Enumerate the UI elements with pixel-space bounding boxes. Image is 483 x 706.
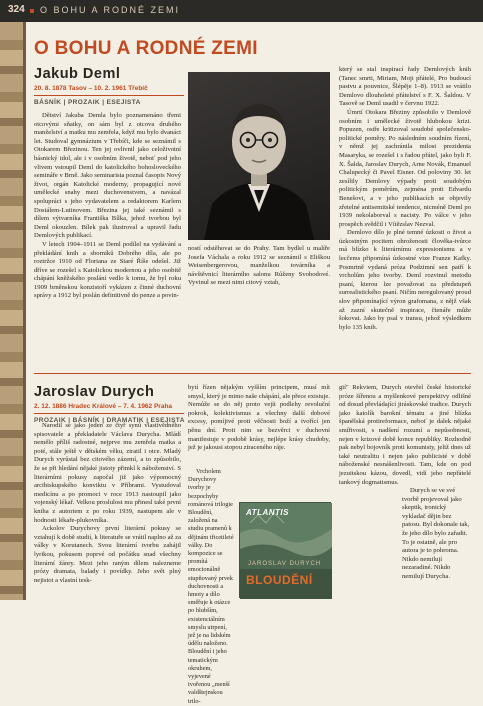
durych-heading bbox=[34, 384, 185, 424]
durych-name: Jaroslav Durych bbox=[34, 384, 155, 400]
section-divider bbox=[34, 373, 471, 374]
deml-heading bbox=[34, 66, 184, 106]
paragraph: Vrcholem Durychovy tvorby je bezpochyby románová trilogie Bloudění, založená na studiu pramenů k dějinám třicetileté války. Do kompozice se promítá emocionálně stupňovaný prvek duchovnosti a hmoty a dílo směřuje k otázce po hlubším, existenciálním smyslu utrpení, jež je na lidském údělu naloženo. Bloudění i jeho tematickým okruhem, vyjevené tvořenou „menší valdštejnskou trilo- bbox=[188, 468, 234, 705]
page-number: 324 bbox=[8, 4, 25, 15]
decorative-side-strip bbox=[0, 22, 26, 600]
paragraph: gií" Rekviem, Durych otevřel české historické próze šířenou a myšlenkové perspektivy odlišné od dosud převládající jiráskovské tradice. Durych jako katolík barokní tématu a jiné blízka španělská protireformace, neboť je dalek nějaké smířivosti, s nadšení rozumí a nepůsobnosti, nejen v krizové době konce republiky. Rozhodně pak nebyl bojovník proti komunisty, jeliž dnes už také neutralitu i nejen jako publicisté v době náboženské nesnášenlivosti. Tam, kde on pod jezuitskou kázou, dovedl, vidí jeho nepřátelé tankový dogmatismus. bbox=[339, 384, 471, 486]
bloudeni-book-cover bbox=[239, 502, 331, 598]
book-title: BLOUDĚNÍ bbox=[246, 573, 313, 587]
durych-genres: PROZAIK | BÁSNÍK | DRAMATIK | ESEJISTA bbox=[34, 417, 185, 424]
header-bullet bbox=[30, 9, 34, 13]
deml-column-3 bbox=[339, 66, 471, 332]
paragraph: Dětství Jakuba Demla bylo poznamenáno třemi otcovými sňatky, on sám byl z otcova druhého manželství a matku mu zemřela, když mu bylo dvanáct let. Studoval gymnázium v Třebíči, kde se seznámil s Otokarem Březinou. Ten jej ovlivnil jako celoživotní básnický idol, ale i v osobním životě, neboť pod jeho vlivem vstoupil Deml do katolického bohosloveckého semináře v Brně. Jako seminarista poznal časopis Nový život, orgán Katolické moderny, propagující nové umělecké snahy mezi duchovenstvem, a navázal spolupráci s jeho vydavatelem a redaktorem Karlem Dostálem-Lutinovem. Březina jej také seznámil s dílem výtvarníka Františka Bílka, jehož tvorbou byl Deml okouzlen. Bílek pak ilustroval a upravil řadu Demlových publikací. bbox=[34, 112, 181, 240]
paragraph: Durych se ve své tvorbě projevoval jako skeptik, ironický vykladač dějin bez patosu. Byl dokonale tak, že jeho dílo bylo zařadit. To je ostatně, ale pro autora je to pohroma. Nikdo nemilují nezaradiné. Nikdo nemilují Durycha. bbox=[402, 487, 470, 580]
durych-column-3 bbox=[339, 384, 471, 487]
deml-rule bbox=[34, 95, 184, 96]
paragraph: Úmrtí Otokara Březiny způsobilo v Demlově osobním i umělecké životě hlubokou krizi. Popuzen, ostře kritizoval soudobé společensko-politické poměry. Po následném soudním řízení, v němž jej zachránila milost prezidenta Masaryka, se rozešel i s řadou přátel, jako byli F. X. Šalda, Jaroslav Durych, Arne Novák, Emanuel Chalupecký či Pavel Eisner. Od poloviny 30. let zesílily Demlovy výpady proti soudobým politickým poměrům, zejména proti Edvardu Benešovi, a v jeho publikacích se objevily zřetelné antisemitské tendence, nicméně Deml po 1939 nekolaborval s nacisty. Po válce v jeho prospěch svědčil i Vítězslav Nezval. bbox=[339, 108, 471, 228]
book-author: JAROSLAV DURYCH bbox=[248, 561, 322, 567]
deml-dates: 20. 8. 1878 Tasov – 10. 2. 1961 Třebíč bbox=[34, 85, 148, 92]
paragraph: V letech 1904–1911 se Deml podílel na vydávání a překládání knih a sborníků Dobrého díla, ale po roztržce 1910 od Floriana ze Staré Říše odešel. Již dříve se rozešel s Katolickou modernou a jeho osobitě chápání kněžského poslání vedlo k tomu, že byl roku 1909 brněnskou konzistoří vykázen z činné duchovní správy a 1912 byl poslán definitivně do penze a povin- bbox=[34, 240, 181, 300]
deml-column-1 bbox=[34, 112, 181, 301]
paragraph: ností odstěhovat se do Prahy. Tam bydlel u malíře Josefa Váchala a roku 1912 se seznámil s Eliškou Weisenbergerovou, manželkou továrníka a návštěvnicí literárního salonu Růženy Svobodové. Vyvinul se mezi nimi citový vztah, bbox=[188, 245, 330, 287]
running-title: O BOHU A RODNÉ ZEMI bbox=[40, 5, 181, 15]
paragraph: Ackolov Durychovy první literární pokusy se vztahují k době studií, k literatuře se vrátil naplno až za války v Korutanech. Svou literární tvorbu zahájil lyrikou, pokusem poprvé od počátku snad všechny literární žánry. Mezi jeho raným dílem nalezneme prózy dramata, balady i povídky. Jeho svět plný nejistot a vlastní tesk- bbox=[34, 525, 181, 584]
durych-column-2b bbox=[188, 468, 234, 706]
durych-rule bbox=[34, 413, 184, 414]
durych-column-3b bbox=[402, 487, 471, 582]
paragraph: Narodil se jako jeden ze čtyř synů vlastivědného spisovatele a překladatele Václava Durycha. Mládí nemělo příliš radostné, nejprve mu zemřela matka a poté, stále ještě v dětském věku, ztratil i otce. Mladý Durych vyrůstal bez citového zázemí, a to způsobilo, že se při hledání nějaké jistoty přimkl k náboženství. S literárními pokusy započal již jako výpomocný arcibiskupského konviktu v Příbrami. Vystudoval medicínu a po promoci v roce 1913 nastoupil jako vojenský lékař. Velkou proslulost mu přinesl také první kniha z autoriem z po roku 1939, nastupem ale v hodnosti lékaře-plukovníka. bbox=[34, 422, 181, 524]
paragraph: bytí řízen nějakým vyšším principem, musí mít smysl, který je mimo naše chápání, ale přece existuje. Nemůže se do něj proto vejít podlehy revoluční pokrok, kolektivismus a všechny další dobové excesy, pomíjivé proti věčnosti boží a tvořící jen pěnu dní. Proti nim se bezvěrci v duchovní manifestuje v podobě krásy, nejlépe krásy chudoby, jež je jakousi stopou ztraceného ráje. bbox=[188, 384, 330, 452]
paragraph: Demlovo dílo je plné temné úzkosti o život a úzkostným pocitem ohroženosti člověka-tvůrce má blízko k literárnímu expresionismu a v lecčems připomíná úzkostné vize Franze Kafky. Posmrtně vydaná próza Podzimní sen patří k vrcholům jeho tvorby. Deml rozvinul metodu psaní, kterou lze považovat za předstupeň surrealistického psaní. Ničím neregulovaný proud slov připomínající výron grafomana, z nějž však až zazní skutečně inspirace, čtenáře může šokovat. Jako by psal v transu, jehož výsledkem bylo 135 knih. bbox=[339, 229, 471, 331]
deml-name: Jakub Deml bbox=[34, 66, 121, 82]
portrait-illustration bbox=[188, 72, 330, 240]
chapter-title: O BOHU A RODNÉ ZEMI bbox=[34, 38, 258, 59]
publisher-logo: ATLANTIS bbox=[246, 508, 289, 517]
durych-column-2 bbox=[188, 384, 330, 453]
deml-column-2 bbox=[188, 245, 330, 288]
paragraph: který se stal inspirací řady Demlových knih (Tanec smrti, Miriam, Moji přátelé, Pro budoucí pastvu a pouvnice, Šlépěje 1–8). 1913 se vrátilo Demlovo dlouholeté přátelství s F. X. Šaldou. V Tasově se Deml usadil v červnu 1922. bbox=[339, 66, 471, 108]
running-header bbox=[0, 0, 483, 22]
deml-genres: BÁSNÍK | PROZAIK | ESEJISTA bbox=[34, 99, 141, 106]
durych-dates: 2. 12. 1886 Hradec Králové – 7. 4. 1962 Praha bbox=[34, 403, 173, 410]
jakub-deml-portrait bbox=[188, 72, 330, 240]
durych-column-1 bbox=[34, 422, 181, 585]
